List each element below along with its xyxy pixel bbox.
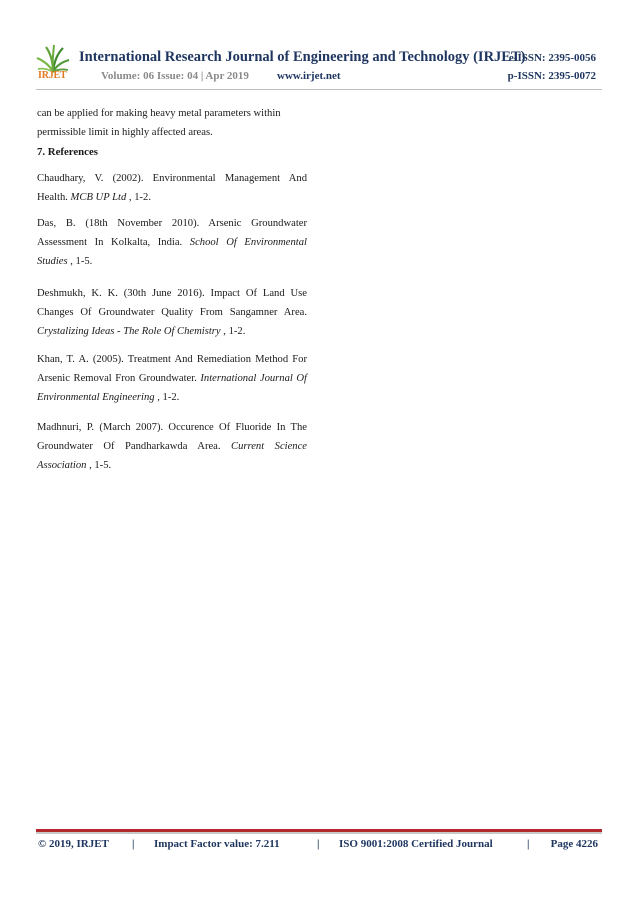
reference-text: Madhnuri, P. (March 2007). Occurence Of Fluoride In The Groundwater Of Pandharkawda Area.	[37, 422, 307, 452]
reference-source: Crystalizing Ideas - The Role Of Chemistry	[37, 326, 221, 337]
intro-line-1: can be applied for making heavy metal parameters within	[37, 108, 281, 119]
reference-entry	[37, 350, 307, 407]
page-footer	[38, 838, 598, 854]
footer-separator: |	[317, 838, 320, 850]
reference-source: MCB UP Ltd	[70, 192, 127, 203]
intro-line-2: permissible limit in highly affected areas.	[37, 127, 213, 138]
footer-separator: |	[527, 838, 530, 850]
references-heading: 7. References	[37, 146, 98, 158]
reference-pages: , 1-2.	[154, 392, 180, 403]
reference-source: Current Science Association	[37, 441, 308, 471]
reference-source: School Of Environmental Studies	[37, 237, 307, 267]
footer-page-number: Page 4226	[550, 838, 598, 850]
intro-paragraph	[37, 104, 307, 142]
reference-text: Chaudhary, V. (2002). Environmental Management And Health.	[37, 173, 307, 203]
reference-entry	[37, 284, 307, 341]
footer-separator: |	[132, 838, 135, 850]
journal-title: International Research Journal of Engineering and Technology (IRJET)	[79, 49, 526, 65]
reference-entry	[37, 418, 307, 475]
reference-source: International Journal Of Environmental Engineering	[37, 373, 307, 403]
e-issn: e-ISSN: 2395-0056	[508, 52, 596, 64]
reference-text: Das, B. (18th November 2010). Arsenic Groundwater Assessment In Kolkalta, India.	[37, 218, 307, 248]
reference-text: Deshmukh, K. K. (30th June 2016). Impact Of Land Use Changes Of Groundwater Quality From Sangamner Area.	[37, 288, 307, 318]
reference-text: Khan, T. A. (2005). Treatment And Remediation Method For Arsenic Removal Fron Groundwater.	[37, 354, 307, 384]
reference-pages: , 1-2.	[126, 192, 151, 203]
footer-divider-gray	[36, 832, 602, 834]
footer-copyright: © 2019, IRJET	[38, 838, 109, 850]
header-divider	[36, 89, 602, 90]
reference-pages: , 1-5.	[67, 256, 93, 267]
reference-pages: , 1-5.	[86, 460, 112, 471]
reference-pages: , 1-2.	[220, 326, 246, 337]
reference-entry	[37, 169, 307, 207]
reference-entry	[37, 214, 307, 271]
logo-wordmark: IRJET	[38, 70, 67, 81]
p-issn: p-ISSN: 2395-0072	[507, 70, 596, 82]
volume-issue: Volume: 06 Issue: 04 | Apr 2019	[101, 70, 249, 82]
footer-impact-factor: Impact Factor value: 7.211	[154, 838, 280, 850]
footer-iso-certification: ISO 9001:2008 Certified Journal	[339, 838, 493, 850]
journal-website-link[interactable]: www.irjet.net	[277, 70, 341, 82]
